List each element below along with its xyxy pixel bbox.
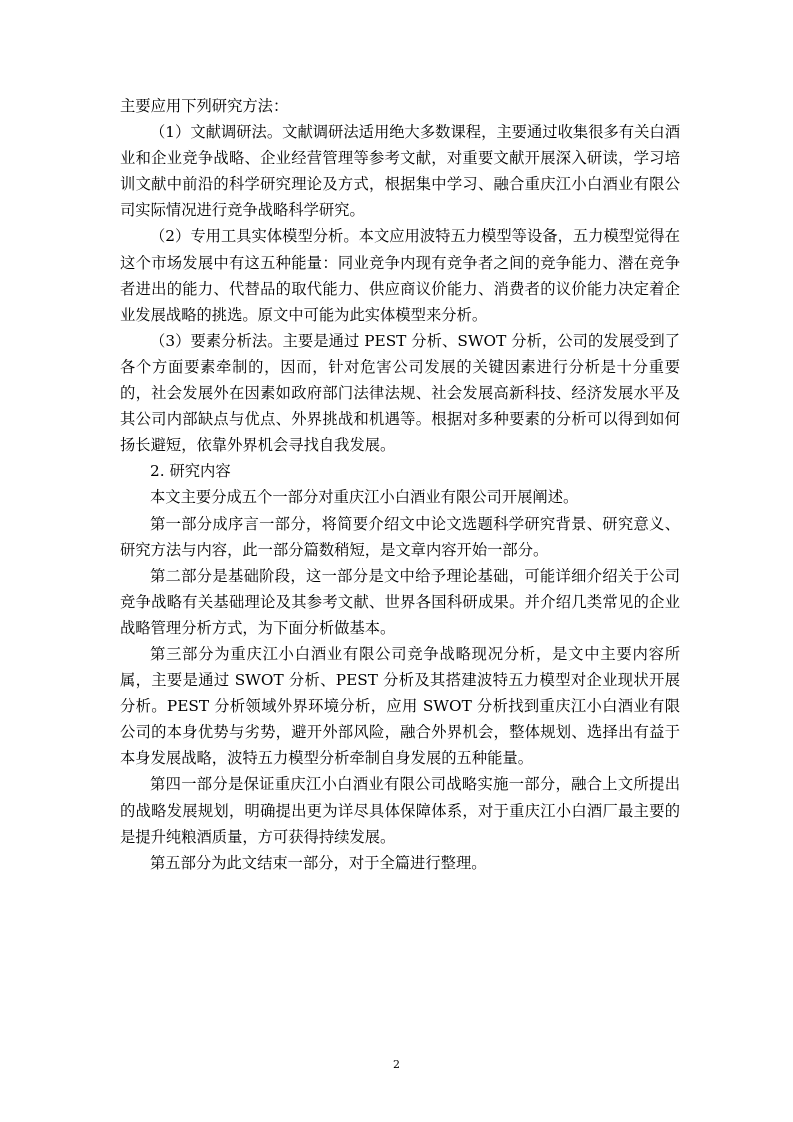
paragraph-literature-method: （1）文献调研法。文献调研法适用绝大多数课程，主要通过收集很多有关白酒业和企业竞争战略、企业经营管理等参考文献，对重要文献开展深入研读，学习培训文献中前沿的科学研究理论及方式，根据集中学习、融合重庆江小白酒业有限公司实际情况进行竞争战略科学研究。 [120,123,680,220]
page-number: 2 [393,1058,400,1071]
body-text [120,93,680,876]
paragraph-part-one: 第一部分成序言一部分，将简要介绍文中论文选题科学研究背景、研究意义、研究方法与内容，此一部分篇数稍短，是文章内容开始一部分。 [120,514,680,559]
paragraph-model-analysis: （2）专用工具实体模型分析。本文应用波特五力模型等设备，五力模型觉得在这个市场发展中有这五种能量：同业竞争内现有竞争者之间的竞争能力、潜在竞争者进出的能力、代替品的取代能力、供应商议价能力、消费者的议价能力决定着企业发展战略的挑选。原文中可能为此实体模型来分析。 [120,227,680,324]
paragraph-part-three: 第三部分为重庆江小白酒业有限公司竞争战略现况分析，是文中主要内容所属，主要是通过 SWOT 分析、PEST 分析及其搭建波特五力模型对企业现状开展分析。PEST 分析领域外界环境分析，应用 SWOT 分析找到重庆江小白酒业有限公司的本身优势与劣势，避开外部风险，融合外界机会，整体规划、选择出有益于本身发展战略，波特五力模型分析牵制自身发展的五种能量。 [120,644,680,768]
paragraph-intro: 主要应用下列研究方法： [120,97,289,115]
paragraph-part-five: 第五部分为此文结束一部分，对于全篇进行整理。 [150,853,487,872]
paragraph-part-two: 第二部分是基础阶段，这一部分是文中给予理论基础，可能详细介绍关于公司竞争战略有关基础理论及其参考文献、世界各国科研成果。并介绍几类常见的企业战略管理分析方式，为下面分析做基本。 [120,566,680,637]
paragraph-part-four: 第四一部分是保证重庆江小白酒业有限公司战略实施一部分，融合上文所提出的战略发展规划，明确提出更为详尽具体保障体系，对于重庆江小白酒厂最主要的是提升纯粮酒质量，方可获得持续发展。 [120,775,680,846]
paragraph-factor-analysis: （3）要素分析法。主要是通过 PEST 分析、SWOT 分析，公司的发展受到了各个方面要素牵制的，因而，针对危害公司发展的关键因素进行分析是十分重要的，社会发展外在因素如政府部门法律法规、社会发展高新科技、经济发展水平及其公司内部缺点与优点、外界挑战和机遇等。根据对多种要素的分析可以得到如何扬长避短，依靠外界机会寻找自我发展。 [120,331,680,455]
section-heading-research-content: 2. 研究内容 [150,462,231,481]
paragraph-overview: 本文主要分成五个一部分对重庆江小白酒业有限公司开展阐述。 [150,488,579,507]
